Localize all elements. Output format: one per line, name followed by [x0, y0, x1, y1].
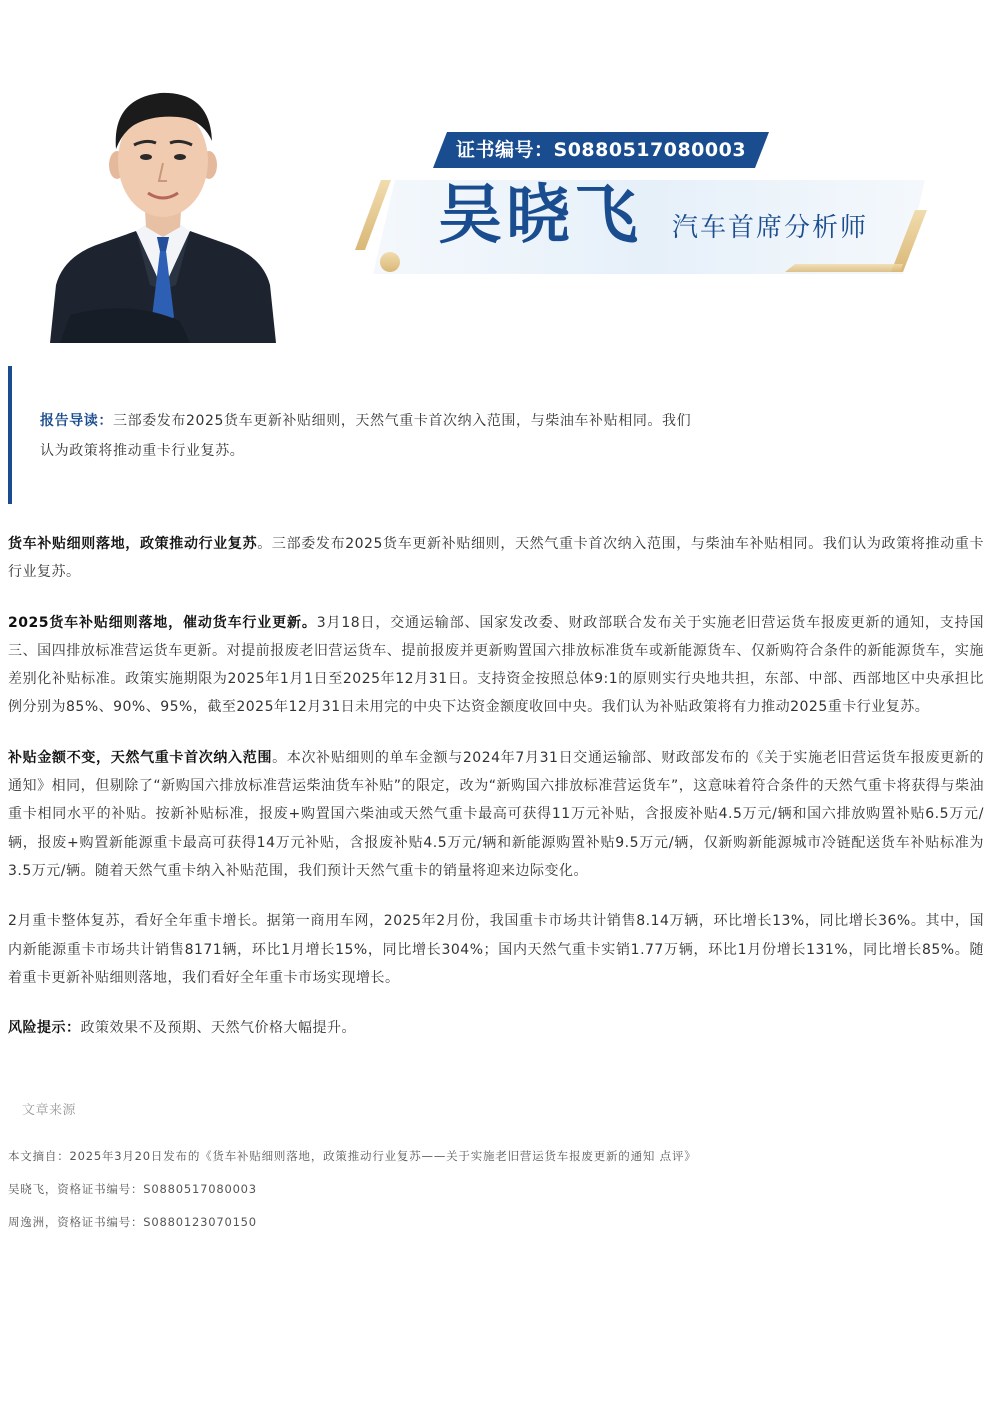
summary-label: 报告导读：	[40, 413, 113, 429]
paragraph-heading: 2025货车补贴细则落地，催动货车行业更新。	[8, 614, 317, 631]
paragraph-risk	[8, 1014, 984, 1042]
paragraph-heading: 补贴金额不变，天然气重卡首次纳入范围	[8, 749, 273, 766]
paragraph-heading: 风险提示：	[8, 1020, 81, 1037]
analyst-title: 汽车首席分析师	[672, 213, 869, 243]
paragraph-heading: 货车补贴细则落地，政策推动行业复苏	[8, 536, 258, 552]
certificate-number-tag	[440, 132, 770, 168]
paragraph-subsidy	[8, 744, 984, 885]
report-summary	[40, 406, 692, 466]
paragraph-market	[8, 907, 984, 992]
paragraph-text: 。三部委发布2025货车更新补贴细则，天然气重卡首次纳入范围，与柴油车补贴相同。我们认为政策将推动重卡行业复苏。	[8, 536, 984, 581]
report-header	[0, 0, 992, 350]
summary-text: 三部委发布2025货车更新补贴细则，天然气重卡首次纳入范围，与柴油车补贴相同。我们认为政策将推动重卡行业复苏。	[40, 413, 692, 459]
source-excerpt: 本文摘自：2025年3月20日发布的《货车补贴细则落地，政策推动行业复苏——关于实施老旧营运货车报废更新的通知 点评》	[8, 1149, 697, 1163]
certificate-number: S0880517080003	[553, 139, 747, 161]
certificate-label: 证书编号：	[456, 139, 554, 161]
paragraph-text: 3月18日，交通运输部、国家发改委、财政部联合发布关于实施老旧营运货车报废更新的通知，支持国三、国四排放标准营运货车更新。对提前报废老旧营运货车、提前报废并更新购置国六排放标准货车或新能源货车、仅新购符合条件的新能源货车，实施差别化补贴标准。政策实施期限为2025年1月1日至2025年12月31日。支持资金按照总体9:1的原则实行央地共担，东部、中部、西部地区中央承担比例分别为85%、90%、95%，截至2025年12月31日未用完的中央下达资金额度收回中央。我们认为补贴政策将有力推动2025重卡行业复苏。	[8, 614, 984, 716]
report-summary-box	[8, 366, 698, 504]
paragraph-text: 2月重卡整体复苏，看好全年重卡增长。据第一商用车网，2025年2月份，我国重卡市场共计销售8.14万辆，环比增长13%，同比增长36%。其中，国内新能源重卡市场共计销售8171辆，环比1月增长15%，同比增长304%；国内天然气重卡实销1.77万辆，环比1月份增长131%，同比增长85%。随着重卡更新补贴细则落地，我们看好全年重卡市场实现增长。	[8, 913, 984, 986]
author-credit: 吴晓飞，资格证书编号：S0880517080003	[8, 1182, 257, 1196]
paragraph-text: 政策效果不及预期、天然气价格大幅提升。	[80, 1020, 356, 1037]
source-heading: 文章来源	[22, 1103, 77, 1118]
paragraph-overview	[8, 530, 984, 587]
article-body	[8, 530, 984, 1064]
author-credit: 周逸洲，资格证书编号：S0880123070150	[8, 1215, 257, 1229]
analyst-name: 吴晓飞	[438, 178, 642, 253]
paragraph-text: 。本次补贴细则的单车金额与2024年7月31日交通运输部、财政部发布的《关于实施老旧营运货车报废更新的通知》相同，但剔除了“新购国六排放标准营运柴油货车补贴”的限定，改为“新购国六排放标准营运货车”，这意味着符合条件的天然气重卡将获得与柴油重卡相同水平的补贴。按新补贴标准，报废+购置国六柴油或天然气重卡最高可获得11万元补贴，含报废补贴4.5万元/辆和国六排放购置补贴6.5万元/辆，报废+购置新能源重卡最高可获得14万元补贴，含报废补贴4.5万元/辆和新能源购置补贴9.5万元/辆，仅新购新能源城市冷链配送货车补贴标准为3.5万元/辆。随着天然气重卡纳入补贴范围，我们预计天然气重卡的销量将迎来边际变化。	[8, 749, 984, 879]
paragraph-policy	[8, 609, 984, 722]
analyst-portrait	[50, 85, 276, 343]
